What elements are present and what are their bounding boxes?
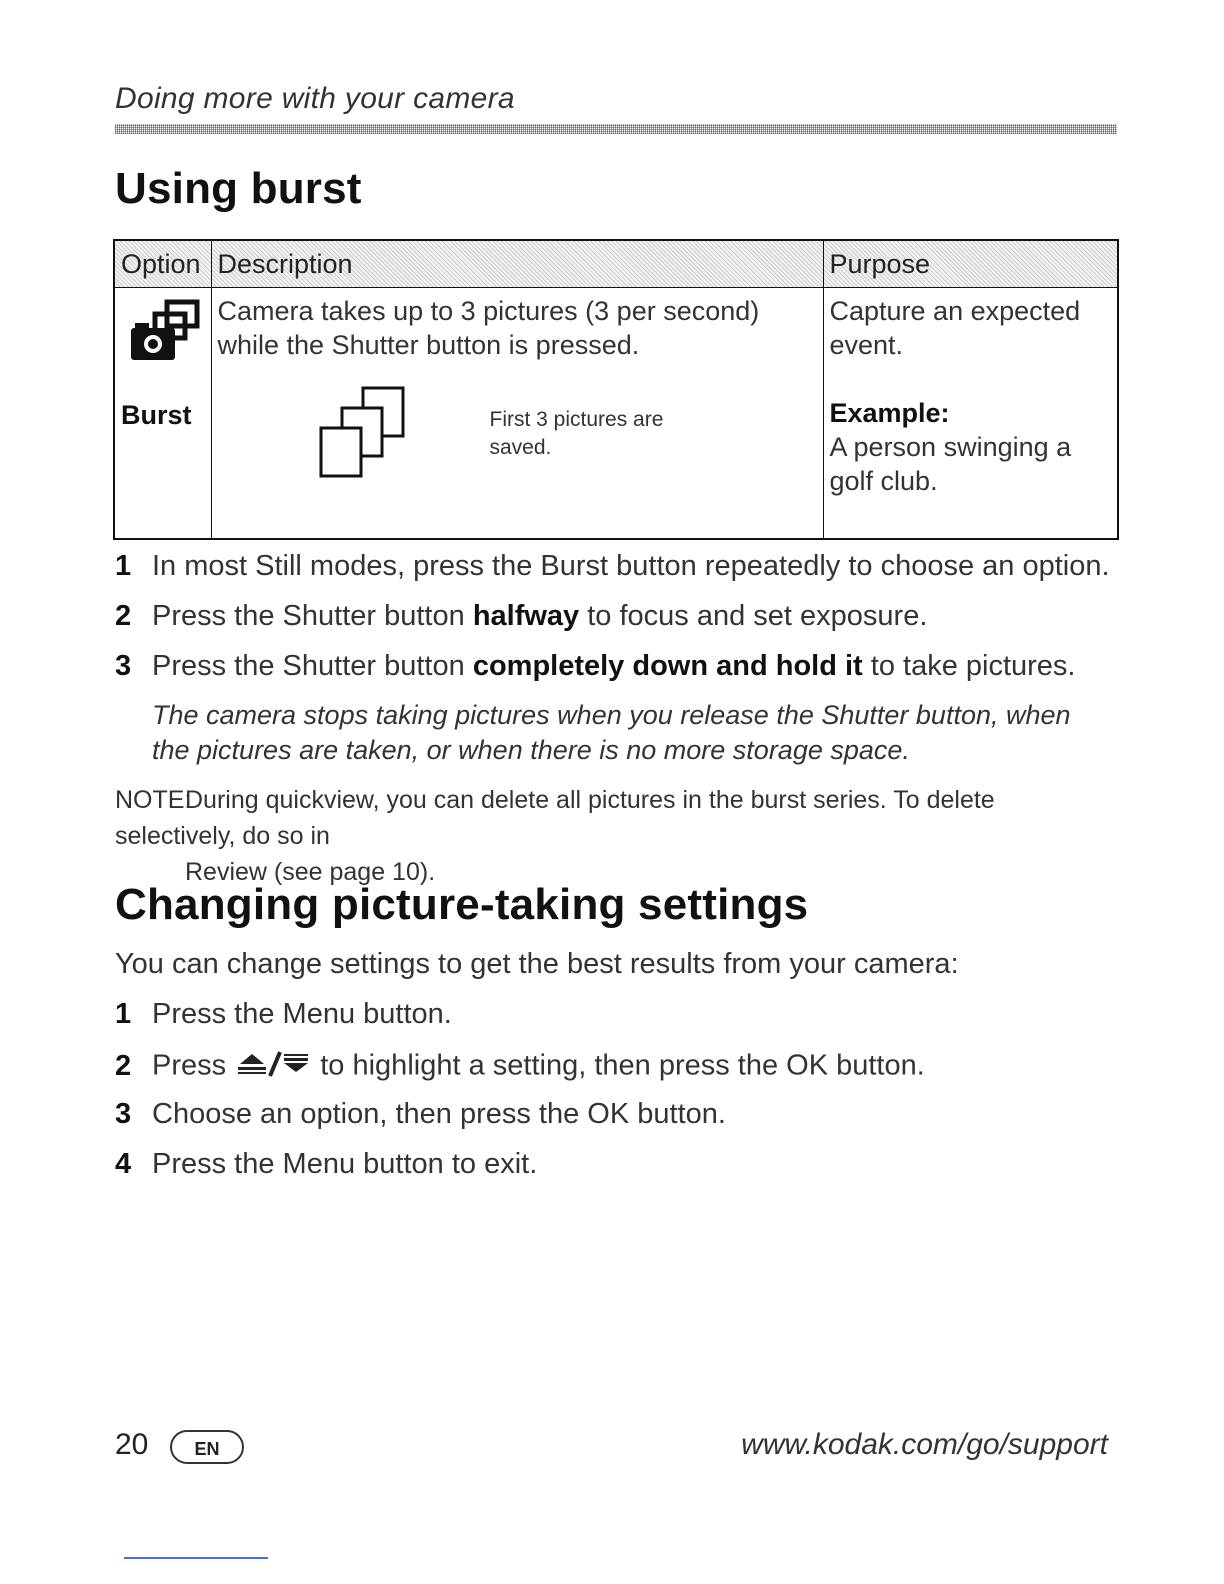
step-text: Press the Shutter button — [152, 650, 473, 682]
table-row — [114, 288, 1118, 540]
step-number: 1 — [115, 998, 132, 1030]
note-text: During quickview, you can delete all pictures in the burst series. To delete selectively, do so in — [115, 786, 995, 850]
example-text: A person swinging a golf club. — [829, 432, 1072, 496]
step-text: Press the Menu button. — [152, 998, 452, 1030]
option-cell — [114, 288, 211, 540]
burst-step-2 — [115, 600, 927, 633]
note-label: NOTE: — [115, 786, 192, 814]
burst-step-1 — [115, 550, 1110, 583]
option-purpose: Capture an expected event. — [829, 296, 1081, 360]
page-number: 20 — [115, 1428, 149, 1461]
column-header-description: Description — [211, 240, 823, 288]
step-text: to highlight a setting, then press the OK button. — [312, 1049, 925, 1082]
step-emphasis: completely down and hold it — [472, 650, 863, 682]
burst-options-table — [113, 239, 1119, 540]
settings-step-1 — [115, 998, 452, 1031]
column-header-option: Option — [114, 240, 211, 288]
step-text: Press — [152, 1049, 235, 1082]
step-text: Choose an option, then press the OK button. — [152, 1098, 726, 1130]
settings-step-2 — [115, 1048, 925, 1086]
page-title-settings: Changing picture-taking settings — [115, 880, 809, 929]
column-header-purpose: Purpose — [823, 240, 1118, 288]
step-3-detail: The camera stops taking pictures when you release the Shutter button, when the pictures are taken, or when there is no more storage space. — [152, 700, 1071, 765]
three-frames-diagram-icon — [316, 384, 426, 491]
step-number: 3 — [115, 650, 132, 682]
step-number: 1 — [115, 550, 132, 582]
step-number: 2 — [115, 1049, 132, 1082]
support-url-link[interactable]: www.kodak.com/go/support — [741, 1428, 1108, 1461]
step-text: Press the Shutter button — [152, 600, 473, 632]
section-header: Doing more with your camera — [115, 82, 515, 115]
purpose-example — [830, 396, 1090, 498]
up-down-arrows-icon — [236, 1048, 310, 1086]
burst-step-3 — [115, 650, 1076, 683]
step-text: In most Still modes, press the Burst button repeatedly to choose an option. — [152, 550, 1110, 582]
option-label-burst: Burst — [121, 400, 192, 430]
settings-step-3 — [115, 1098, 726, 1131]
step-text: Press the Menu button to exit. — [152, 1148, 538, 1180]
settings-intro: You can change settings to get the best results from your camera: — [115, 948, 959, 980]
purpose-cell — [823, 288, 1118, 540]
settings-step-4 — [115, 1148, 537, 1181]
header-rule — [115, 124, 1117, 134]
example-label: Example: — [829, 398, 950, 428]
step-number: 3 — [115, 1098, 132, 1130]
step-text: to take pictures. — [862, 650, 1076, 682]
note-block — [115, 782, 1075, 890]
diagram-caption: First 3 pictures are saved. — [489, 408, 664, 459]
step-text: to focus and set exposure. — [579, 600, 928, 632]
description-cell — [211, 288, 823, 540]
step-number: 2 — [115, 600, 132, 632]
table-header-row — [114, 240, 1118, 288]
burst-mode-icon — [127, 298, 203, 371]
footer-rule — [124, 1557, 268, 1559]
step-number: 4 — [115, 1148, 132, 1180]
option-description: Camera takes up to 3 pictures (3 per second) while the Shutter button is pressed. — [217, 296, 760, 360]
step-emphasis: halfway — [472, 600, 580, 632]
note-text-cont: Review (see page 10). — [185, 858, 436, 886]
page-title-burst: Using burst — [115, 164, 362, 213]
language-badge: EN — [170, 1430, 244, 1464]
